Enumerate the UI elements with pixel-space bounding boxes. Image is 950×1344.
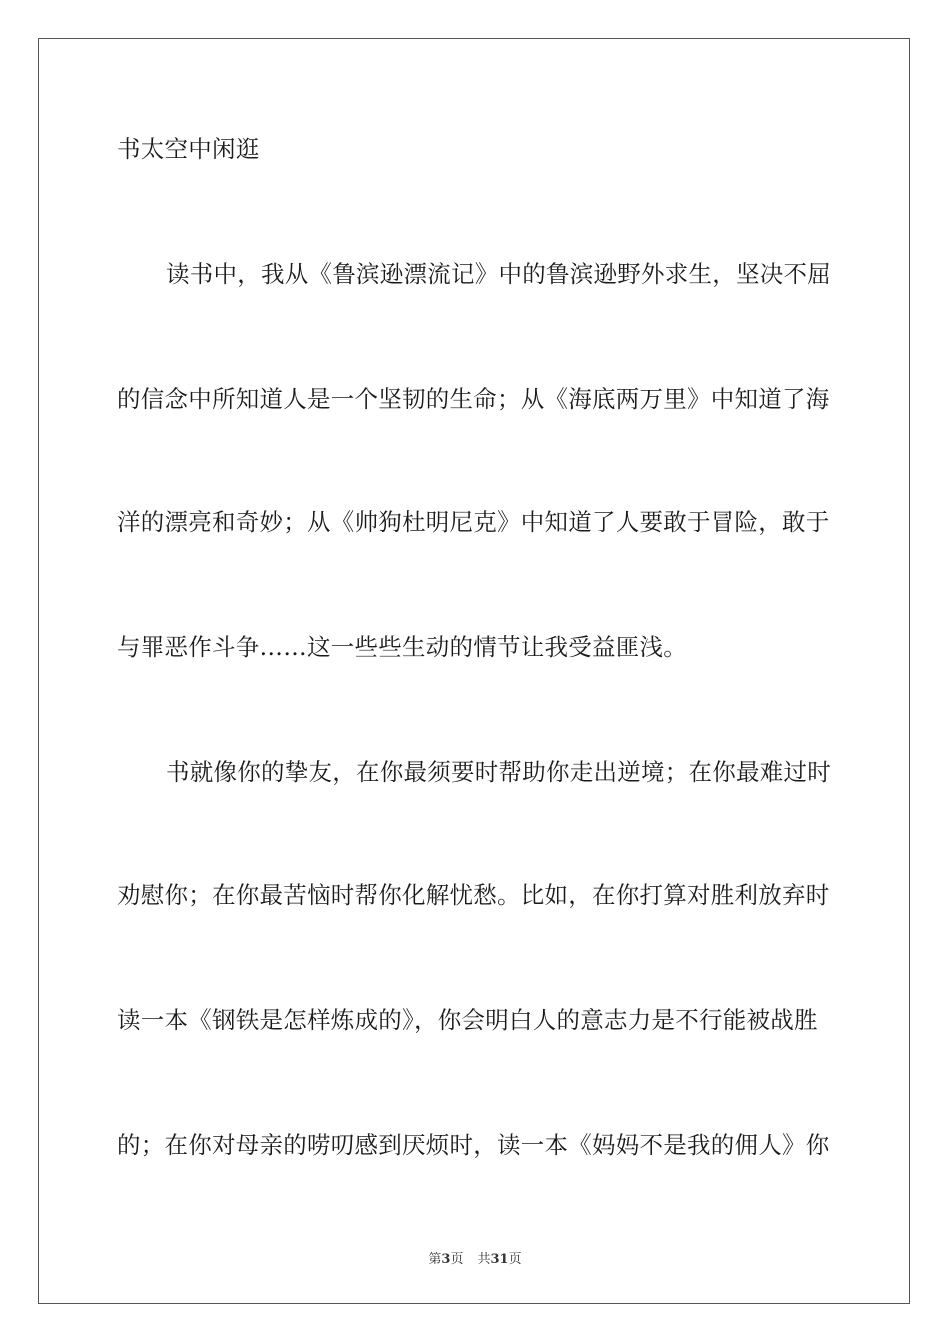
footer-page-suffix: 页 [450,1252,464,1267]
footer-page-current: 3 [441,1252,451,1267]
paragraph-1-line-2: 的信念中所知道人是一个坚韧的生命；从《海底两万里》中知道了海 [117,385,830,413]
page-footer [0,1248,950,1267]
paragraph-2-line-3: 读一本《钢铁是怎样炼成的》，你会明白人的意志力是不行能被战胜 [117,1006,818,1034]
footer-page-total: 31 [490,1252,509,1267]
page-border [38,38,910,1304]
paragraph-2-line-2: 劝慰你；在你最苦恼时帮你化解忧愁。比如，在你打算对胜利放弃时 [117,881,830,909]
paragraph-1-line-1: 读书中，我从《鲁滨逊漂流记》中的鲁滨逊野外求生，坚决不屈 [166,260,831,288]
footer-total-suffix: 页 [508,1252,522,1267]
paragraph-2-line-4: 的；在你对母亲的唠叨感到厌烦时，读一本《妈妈不是我的佣人》你 [117,1131,830,1159]
footer-page-prefix: 第 [428,1252,442,1267]
footer-total-prefix: 共 [477,1252,491,1267]
paragraph-1-line-3: 洋的漂亮和奇妙；从《帅狗杜明尼克》中知道了人要敢于冒险，敢于 [117,508,830,536]
paragraph-1-line-4: 与罪恶作斗争……这一些些生动的情节让我受益匪浅。 [117,633,687,661]
text-line-1: 书太空中闲逛 [117,135,260,163]
paragraph-2-line-1: 书就像你的挚友，在你最须要时帮助你走出逆境；在你最难过时 [166,758,831,786]
